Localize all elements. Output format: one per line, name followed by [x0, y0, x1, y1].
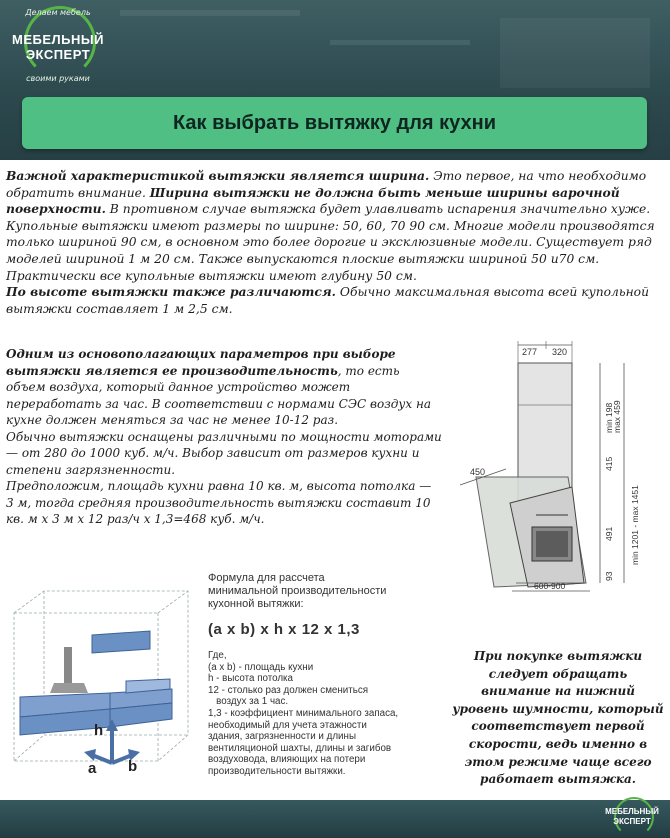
performance-text-2: Обычно вытяжки оснащены различными по мощности моторами — от 280 до 1000 куб. м/ч. Выбор зависит от размеров кухни и степени загрязненности. — [6, 429, 442, 477]
intro-text-4: Практически все купольные вытяжки имеют глубину 50 см. — [6, 268, 417, 283]
formula-def-5: 1,3 - коэффициент минимального запаса, — [208, 707, 399, 719]
axis-a-label: a — [88, 760, 97, 777]
performance-paragraph — [6, 346, 442, 528]
formula-expression: (a х b) х h х 12 х 1,3 — [208, 621, 360, 638]
formula-def-10: производительности вытяжки. — [208, 765, 346, 777]
formula-where: Где, — [208, 650, 227, 661]
dim-491: 491 — [604, 526, 614, 541]
logo-tagline-top: Делаем мебель — [25, 8, 91, 17]
intro-text-1: Это первое, на что необходимо обратить внимание. — [6, 169, 647, 200]
formula-heading-3: кухонной вытяжки: — [208, 598, 304, 610]
formula-heading-1: Формула для рассчета — [208, 572, 325, 584]
performance-bold-1: Одним из основополагающих параметров при выборе вытяжки является ее производительность — [6, 347, 396, 378]
performance-text-3: Предположим, площадь кухни равна 10 кв. м, высота потолка — 3 м, тогда средняя производительность вытяжки составит 10 кв. м х 3 м х 12 раз/ч х 1,3=468 куб. м/ч. — [6, 479, 432, 526]
kitchen-room-diagram — [0, 585, 205, 780]
background-shelf — [500, 18, 650, 88]
performance-text-1: , то есть объем воздуха, который данное устройство может переработать за час. В соответствии с нормами СЭС воздух на кухне должен меняться за час не менее 10-12 раз. — [6, 363, 432, 427]
formula-def-9: воздуховода, влияющих на потери — [208, 754, 366, 766]
formula-def-4: воздух за 1 час. — [208, 696, 289, 708]
hood-dimension-diagram — [450, 335, 664, 597]
intro-text-3: Купольные вытяжки имеют размеры по ширине: 50, 60, 70 90 см. Многие модели производятся только шириной 90 см, в основном это более дорогие и эксклюзивные модели. Существует ряд моделей шириной 1 м 20 см. Также выпускаются плоские вытяжки шириной 50 и70 см. — [6, 218, 655, 266]
dim-depth: 450 — [470, 467, 486, 477]
footer-logo-line1: МЕБЕЛЬНЫЙ — [605, 807, 659, 816]
intro-text-2: В противном случае вытяжка будет улавливать испарения значительно хуже. — [105, 202, 651, 217]
logo-name-line1: МЕБЕЛЬНЫЙ — [12, 32, 104, 47]
formula-def-7: здания, загрязненности и длины — [208, 731, 356, 743]
dim-93: 93 — [604, 571, 614, 581]
formula-def-3: 12 - столько раз должен смениться — [208, 684, 369, 696]
formula-def-2: h - высота потолка — [208, 673, 294, 685]
formula-block — [208, 572, 448, 778]
logo-name-line2: ЭКСПЕРТ — [25, 47, 91, 62]
formula-def-6: необходимый для учета этажности — [208, 719, 367, 731]
dim-top-depth: 277 — [522, 347, 538, 357]
formula-heading-2: минимальной производительности — [208, 585, 387, 597]
background-shelf — [120, 10, 300, 16]
dim-side-max: max 459 — [612, 400, 622, 433]
header-banner — [0, 0, 670, 160]
formula-def-1: (a x b) - площадь кухни — [208, 661, 314, 673]
intro-paragraph — [6, 168, 664, 317]
axis-h-label: h — [94, 722, 104, 739]
intro-bold-1: Важной характеристикой вытяжки является ширина. — [6, 168, 430, 183]
title-bar — [22, 97, 647, 149]
intro-bold-2: Ширина вытяжки не должна быть меньше ширины варочной поверхности. — [6, 184, 620, 217]
logo-tagline-bottom: своими руками — [26, 74, 90, 83]
footer-bar — [0, 800, 670, 838]
noise-tip: При покупке вытяжки следует обращать внимание на нижний уровень шумности, который соответствует первой скорости, ведь именно в этом режиме чаще всего работает вытяжка. — [452, 649, 664, 787]
brand-logo[interactable] — [8, 4, 108, 88]
dim-range: min 1201 - max 1451 — [630, 485, 640, 565]
background-shelf — [330, 40, 470, 45]
footer-logo-line2: ЭКСПЕРТ — [613, 817, 651, 826]
axis-b-label: b — [128, 758, 138, 775]
intro-bold-5: По высоте вытяжки также различаются. — [6, 284, 336, 300]
page-title: Как выбрать вытяжку для кухни — [172, 111, 497, 134]
formula-def-8: вентиляционой шахты, длины и загибов — [208, 742, 392, 754]
dim-top-width: 320 — [552, 347, 568, 357]
dim-side-min: min 198 — [604, 402, 614, 433]
dim-415: 415 — [604, 456, 614, 471]
dim-width-range: 600-900 — [534, 581, 566, 591]
intro-text-5: Обычно максимальная высота всей купольной вытяжки составляет 1 м 2,5 см. — [6, 285, 649, 316]
